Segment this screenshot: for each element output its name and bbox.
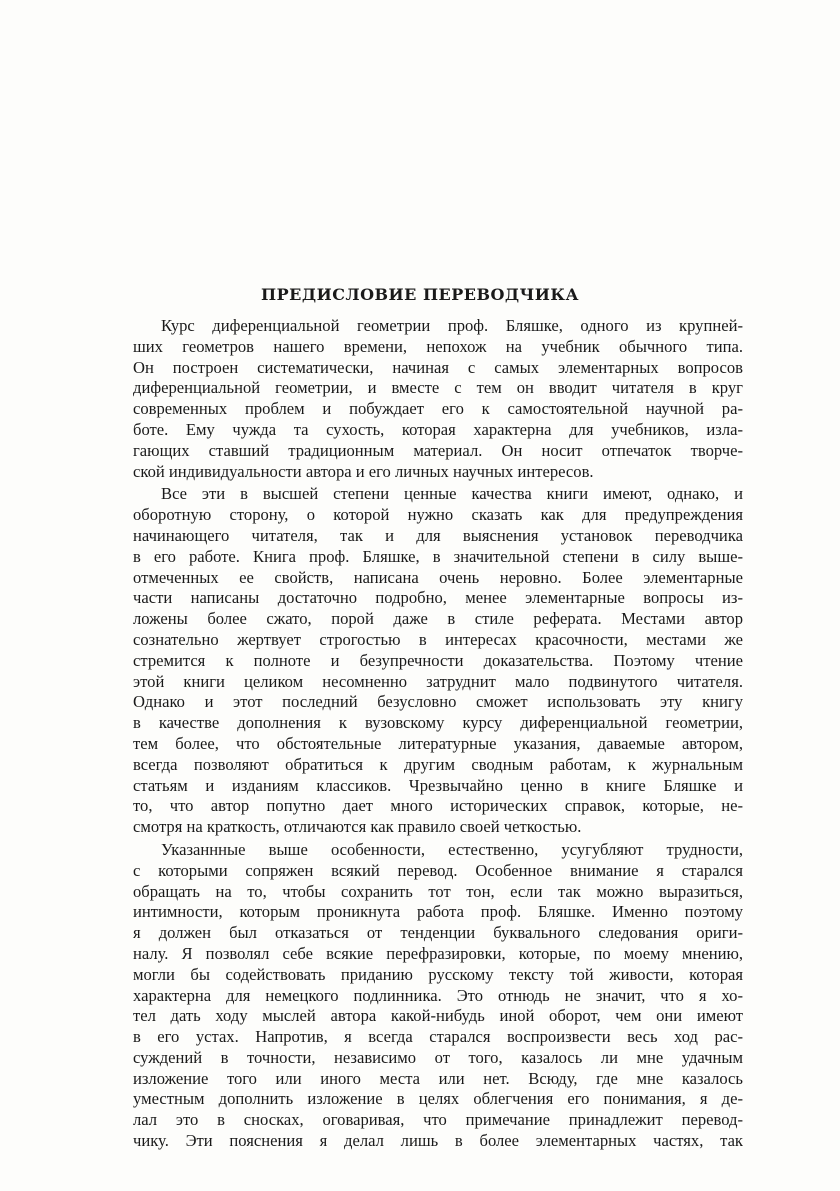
text-line: чику. Эти пояснения я делал лишь в более элементарных частях, так: [133, 1131, 743, 1151]
paragraph: [133, 484, 743, 838]
text-line: современных проблем и побуждает его к самостоятельной научной ра-: [133, 399, 743, 419]
text-line: то, что автор попутно дает много исторических справок, которые, не-: [133, 796, 743, 816]
text-line: Все эти в высшей степени ценные качества книги имеют, однако, и: [161, 484, 743, 504]
text-line: Указаннные выше особенности, естественно, усугубляют трудности,: [161, 839, 743, 859]
text-line: Курс диференциальной геометрии проф. Бляшке, одного из крупней-: [161, 316, 743, 335]
paragraph: [133, 840, 743, 1152]
text-line: ской индивидуальности автора и его личных научных интересов.: [133, 461, 594, 481]
text-line: тем более, что обстоятельные литературные указания, даваемые автором,: [133, 733, 743, 753]
text-line: суждений в точности, независимо от того, казалось ли мне удачным: [133, 1047, 743, 1067]
text-line: стремится к полноте и безупречности доказательства. Поэтому чтение: [133, 650, 743, 670]
text-line: в его устах. Напротив, я всегда старался воспроизвести весь ход рас-: [133, 1027, 743, 1047]
text-line: начинающего читателя, так и для выяснения установок переводчика: [133, 525, 743, 545]
text-line: этой книги целиком несомненно затруднит мало подвинутого читателя.: [133, 671, 743, 691]
text-line: гающих ставший традиционным материал. Он носит отпечаток творче-: [133, 440, 743, 460]
text-line: отмеченных ее свойств, написана очень неровно. Более элементарные: [133, 567, 743, 587]
text-line: изложение того или иного места или нет. Всюду, где мне казалось: [133, 1068, 743, 1088]
text-line: сознательно жертвует строгостью в интересах красочности, местами же: [133, 629, 743, 649]
text-line: налу. Я позволял себе всякие перефразировки, которые, по моему мнению,: [133, 943, 743, 963]
preface-body: [133, 316, 743, 1154]
text-line: обращать на то, чтобы сохранить тот тон, если так можно выразиться,: [133, 881, 743, 901]
text-line: всегда позволяют обратиться к другим сводным работам, к журнальным: [133, 754, 743, 774]
text-line: Он построен систематически, начиная с самых элементарных вопросов: [133, 357, 743, 377]
text-line: Однако и этот последний безусловно сможет использовать эту книгу: [133, 692, 743, 712]
text-line: диференциальной геометрии, и вместе с тем он вводит читателя в круг: [133, 378, 743, 398]
text-line: ших геометров нашего времени, непохож на учебник обычного типа.: [133, 336, 743, 356]
text-line: интимности, которым проникнута работа проф. Бляшке. Именно поэтому: [133, 902, 743, 922]
text-line: характерна для немецкого подлинника. Это отнюдь не значит, что я хо-: [133, 985, 743, 1005]
text-line: лал это в сносках, оговаривая, что примечание принадлежит перевод-: [133, 1110, 743, 1130]
paragraph: [133, 316, 743, 482]
text-line: тел дать ходу мыслей автора какой-нибудь иной оборот, чем они имеют: [133, 1006, 743, 1026]
text-line: смотря на краткость, отличаются как правило своей четкостью.: [133, 817, 582, 837]
text-line: ложены более сжато, порой даже в стиле реферата. Местами автор: [133, 609, 743, 629]
text-line: могли бы содействовать приданию русскому тексту той живости, которая: [133, 964, 743, 984]
text-line: статьям и изданиям классиков. Чрезвычайно ценно в книге Бляшке и: [133, 775, 743, 795]
text-line: в качестве дополнения к вузовскому курсу диференциальной геометрии,: [133, 713, 743, 733]
text-line: части написаны достаточно подробно, менее элементарные вопросы из-: [133, 588, 743, 608]
text-line: боте. Ему чужда та сухость, которая характерна для учебников, изла-: [133, 419, 743, 439]
text-line: я должен был отказаться от тенденции буквального следования ориги-: [133, 923, 743, 943]
text-line: оборотную сторону, о которой нужно сказать как для предупреждения: [133, 505, 743, 525]
text-line: в его работе. Книга проф. Бляшке, в значительной степени в силу выше-: [133, 546, 743, 566]
text-line: с которыми сопряжен всякий перевод. Особенное внимание я старался: [133, 860, 743, 880]
page-title: ПРЕДИСЛОВИЕ ПЕРЕВОДЧИКА: [261, 285, 579, 304]
text-line: уместным дополнить изложение в целях облегчения его понимания, я де-: [133, 1089, 743, 1109]
